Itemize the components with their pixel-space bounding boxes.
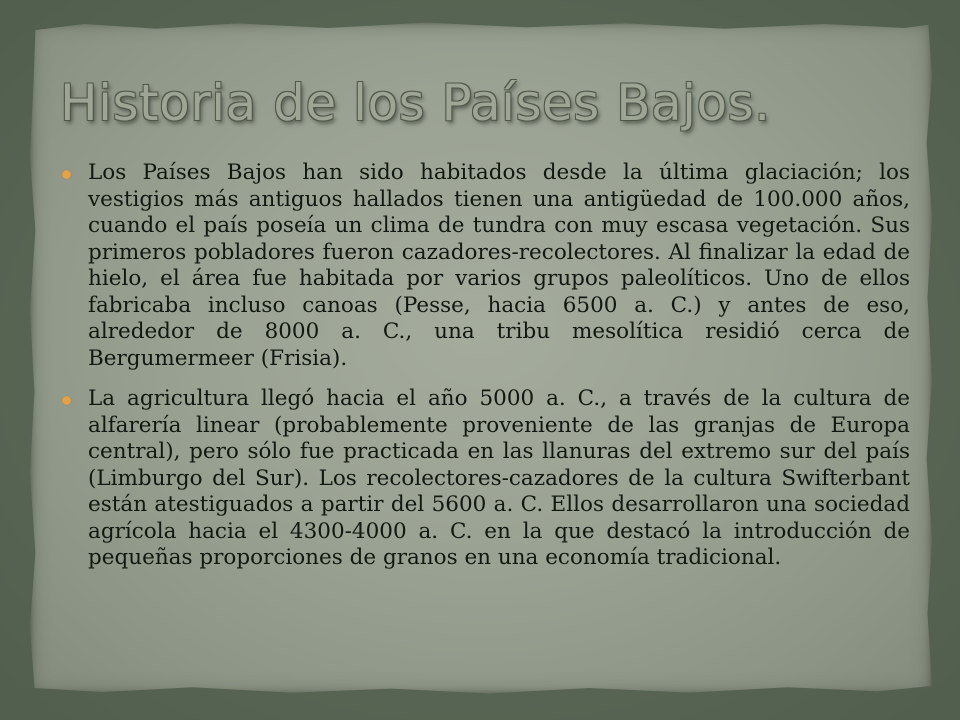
bullet-dot-icon bbox=[62, 170, 71, 179]
bullet-list bbox=[62, 160, 910, 586]
bullet-item bbox=[62, 386, 910, 572]
slide-title: Historia de los Países Bajos. bbox=[60, 74, 771, 132]
bullet-dot-icon bbox=[62, 396, 71, 405]
bullet-text: La agricultura llegó hacia el año 5000 a. C., a través de la cultura de alfarería linear (probablemente proveniente de las granjas de Europa central), pero sólo fue practicada en las llanuras del extremo sur del país (Limburgo del Sur). Los recolectores-cazadores de la cultura Swifterbant están atestiguados a partir del 5600 a. C. Ellos desarrollaron una sociedad agrícola hacia el 4300-4000 a. C. en la que destacó la introducción de pequeñas proporciones de granos en una economía tradicional. bbox=[88, 386, 910, 570]
bullet-item bbox=[62, 160, 910, 372]
bullet-text: Los Países Bajos han sido habitados desde la última glaciación; los vestigios más antiguos hallados tienen una antigüedad de 100.000 años, cuando el país poseía un clima de tundra con muy escasa vegetación. Sus primeros pobladores fueron cazadores-recolectores. Al finalizar la edad de hielo, el área fue habitada por varios grupos paleolíticos. Uno de ellos fabricaba incluso canoas (Pesse, hacia 6500 a. C.) y antes de eso, alrededor de 8000 a. C., una tribu mesolítica residió cerca de Bergumermeer (Frisia). bbox=[88, 160, 910, 371]
